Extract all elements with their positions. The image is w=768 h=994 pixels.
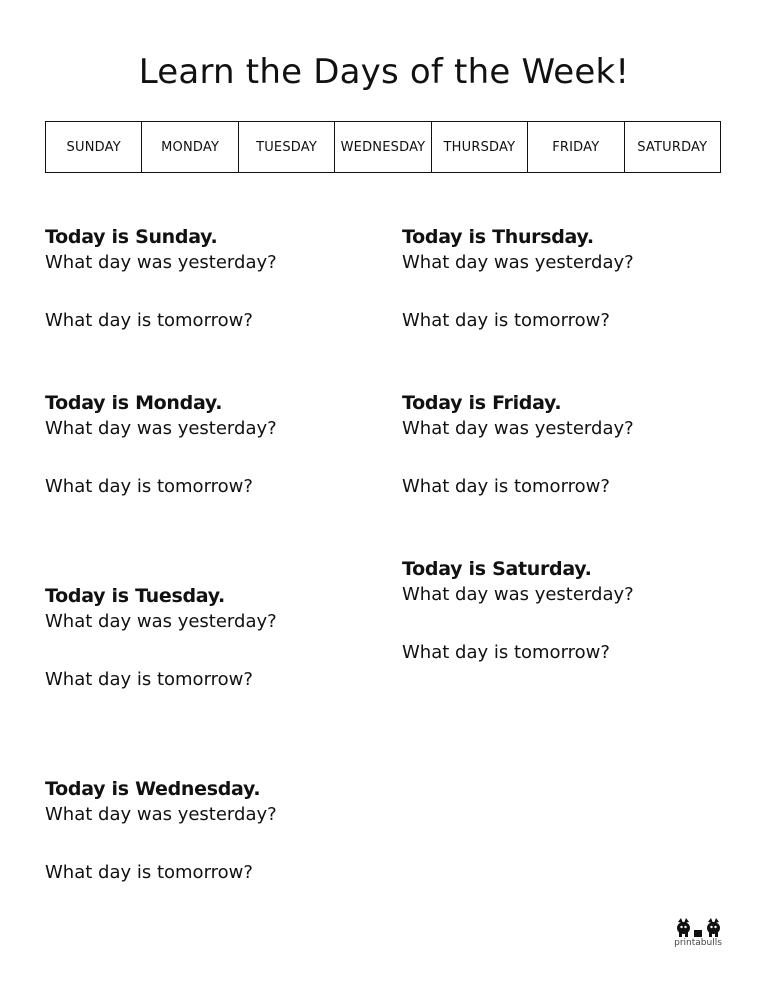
bulldog-logo-icon (670, 916, 726, 938)
tomorrow-question: What day is tomorrow? (45, 310, 253, 331)
tomorrow-question: What day is tomorrow? (402, 310, 610, 331)
exercise-block-friday (402, 390, 732, 500)
yesterday-question: What day was yesterday? (402, 584, 634, 605)
exercise-block-monday (45, 390, 375, 500)
yesterday-question: What day was yesterday? (402, 418, 634, 439)
exercise-block-wednesday (45, 776, 375, 886)
day-cell-tuesday: TUESDAY (239, 122, 335, 172)
day-cell-thursday: THURSDAY (432, 122, 528, 172)
exercise-heading: Today is Tuesday. (45, 585, 225, 607)
day-cell-monday: MONDAY (142, 122, 238, 172)
exercise-heading: Today is Sunday. (45, 226, 218, 248)
exercise-heading: Today is Friday. (402, 392, 562, 414)
exercise-heading: Today is Wednesday. (45, 778, 261, 800)
exercise-heading: Today is Monday. (45, 392, 223, 414)
exercise-block-saturday (402, 556, 732, 666)
tomorrow-question: What day is tomorrow? (402, 476, 610, 497)
yesterday-question: What day was yesterday? (45, 611, 277, 632)
exercise-block-tuesday (45, 583, 375, 693)
page-title: Learn the Days of the Week! (138, 52, 630, 92)
yesterday-question: What day was yesterday? (402, 252, 634, 273)
exercise-block-thursday (402, 224, 732, 334)
day-cell-wednesday: WEDNESDAY (335, 122, 431, 172)
yesterday-question: What day was yesterday? (45, 418, 277, 439)
logo-text: printabulls (674, 938, 722, 948)
printabulls-logo (670, 916, 726, 950)
yesterday-question: What day was yesterday? (45, 252, 277, 273)
yesterday-question: What day was yesterday? (45, 804, 277, 825)
tomorrow-question: What day is tomorrow? (45, 862, 253, 883)
tomorrow-question: What day is tomorrow? (402, 642, 610, 663)
exercise-heading: Today is Thursday. (402, 226, 594, 248)
days-of-week-table (45, 121, 721, 173)
exercise-block-sunday (45, 224, 375, 334)
day-cell-friday: FRIDAY (528, 122, 624, 172)
tomorrow-question: What day is tomorrow? (45, 476, 253, 497)
exercise-heading: Today is Saturday. (402, 558, 592, 580)
day-cell-saturday: SATURDAY (637, 139, 708, 155)
tomorrow-question: What day is tomorrow? (45, 669, 253, 690)
day-cell-sunday: SUNDAY (46, 122, 142, 172)
